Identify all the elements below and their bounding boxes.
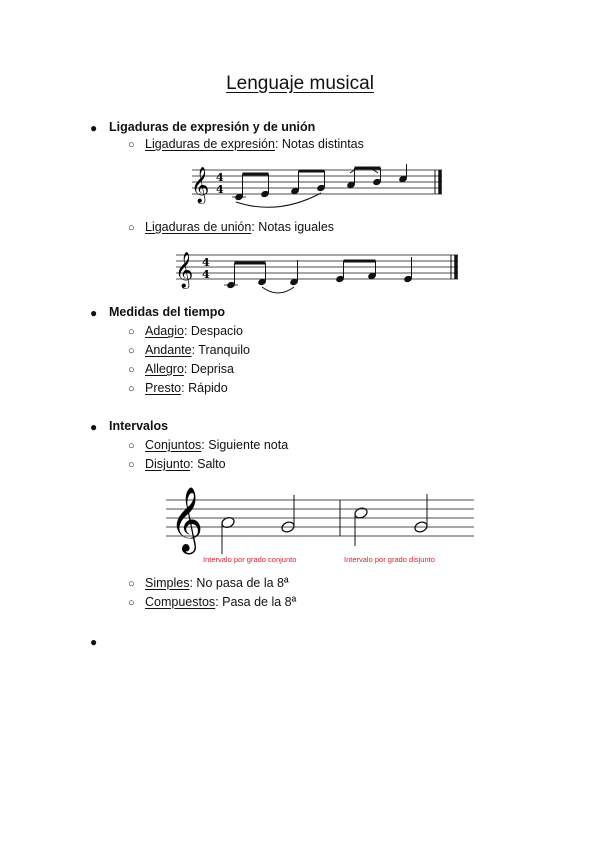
- desc: : Despacio: [183, 324, 243, 338]
- list-item: [145, 137, 364, 151]
- list-item: [145, 381, 228, 395]
- sub-bullet-icon: ○: [128, 222, 135, 234]
- bullet-icon: ●: [90, 635, 98, 649]
- term: Conjuntos: [145, 438, 202, 452]
- treble-clef-icon: 𝄞: [191, 167, 210, 203]
- treble-clef-icon: 𝄞: [170, 487, 204, 552]
- staff-ligaduras-union: [172, 245, 472, 300]
- section-heading-ligaduras: Ligaduras de expresión y de unión: [109, 120, 316, 134]
- bullet-icon: ●: [90, 420, 98, 434]
- list-item: [145, 595, 296, 609]
- staff-label-conjunto: Intervalo por grado conjunto: [203, 555, 297, 564]
- sub-bullet-icon: ○: [128, 440, 135, 452]
- term: Adagio: [145, 324, 184, 338]
- staff-label-disjunto: Intervalo por grado disjunto: [344, 555, 435, 564]
- list-item: [145, 576, 289, 590]
- treble-clef-icon: 𝄞: [175, 252, 194, 288]
- time-signature-bottom: 4: [216, 183, 224, 196]
- term: Compuestos: [145, 595, 216, 609]
- bullet-icon: ●: [90, 306, 98, 320]
- term: Disjunto: [145, 457, 191, 471]
- sub-bullet-icon: ○: [128, 578, 135, 590]
- term: Ligaduras de unión: [145, 220, 252, 234]
- staff-intervalos: [166, 476, 478, 568]
- desc: : Pasa de la 8ª: [215, 595, 297, 609]
- term: Andante: [145, 343, 192, 357]
- desc: : Tranquilo: [191, 343, 250, 357]
- desc: : No pasa de la 8ª: [189, 576, 289, 590]
- sub-bullet-icon: ○: [128, 326, 135, 338]
- list-item: [145, 438, 288, 452]
- staff-ligaduras-expresion: [188, 160, 458, 210]
- section-heading-intervalos: Intervalos: [109, 419, 169, 433]
- bullet-icon: ●: [90, 121, 98, 135]
- sub-bullet-icon: ○: [128, 459, 135, 471]
- time-signature-top: 4: [216, 171, 224, 184]
- desc: : Notas iguales: [251, 220, 335, 234]
- sub-bullet-icon: ○: [128, 139, 135, 151]
- sub-bullet-icon: ○: [128, 597, 135, 609]
- desc: : Deprisa: [183, 362, 234, 376]
- term: Presto: [145, 381, 182, 395]
- term: Ligaduras de expresión: [145, 137, 275, 151]
- desc: : Notas distintas: [274, 137, 364, 151]
- time-signature-top: 4: [202, 256, 210, 269]
- sub-bullet-icon: ○: [128, 364, 135, 376]
- desc: : Siguiente nota: [201, 438, 289, 452]
- list-item: [145, 220, 334, 234]
- section-heading-medidas: Medidas del tiempo: [109, 305, 225, 319]
- time-signature-bottom: 4: [202, 268, 210, 281]
- list-item: [145, 457, 226, 471]
- list-item: [145, 324, 243, 338]
- sub-bullet-icon: ○: [128, 345, 135, 357]
- desc: : Rápido: [181, 381, 228, 395]
- list-item: [145, 362, 234, 376]
- term: Allegro: [145, 362, 184, 376]
- page-title: Lenguaje musical: [226, 73, 374, 94]
- sub-bullet-icon: ○: [128, 383, 135, 395]
- list-item: [145, 343, 250, 357]
- desc: : Salto: [190, 457, 226, 471]
- term: Simples: [145, 576, 190, 590]
